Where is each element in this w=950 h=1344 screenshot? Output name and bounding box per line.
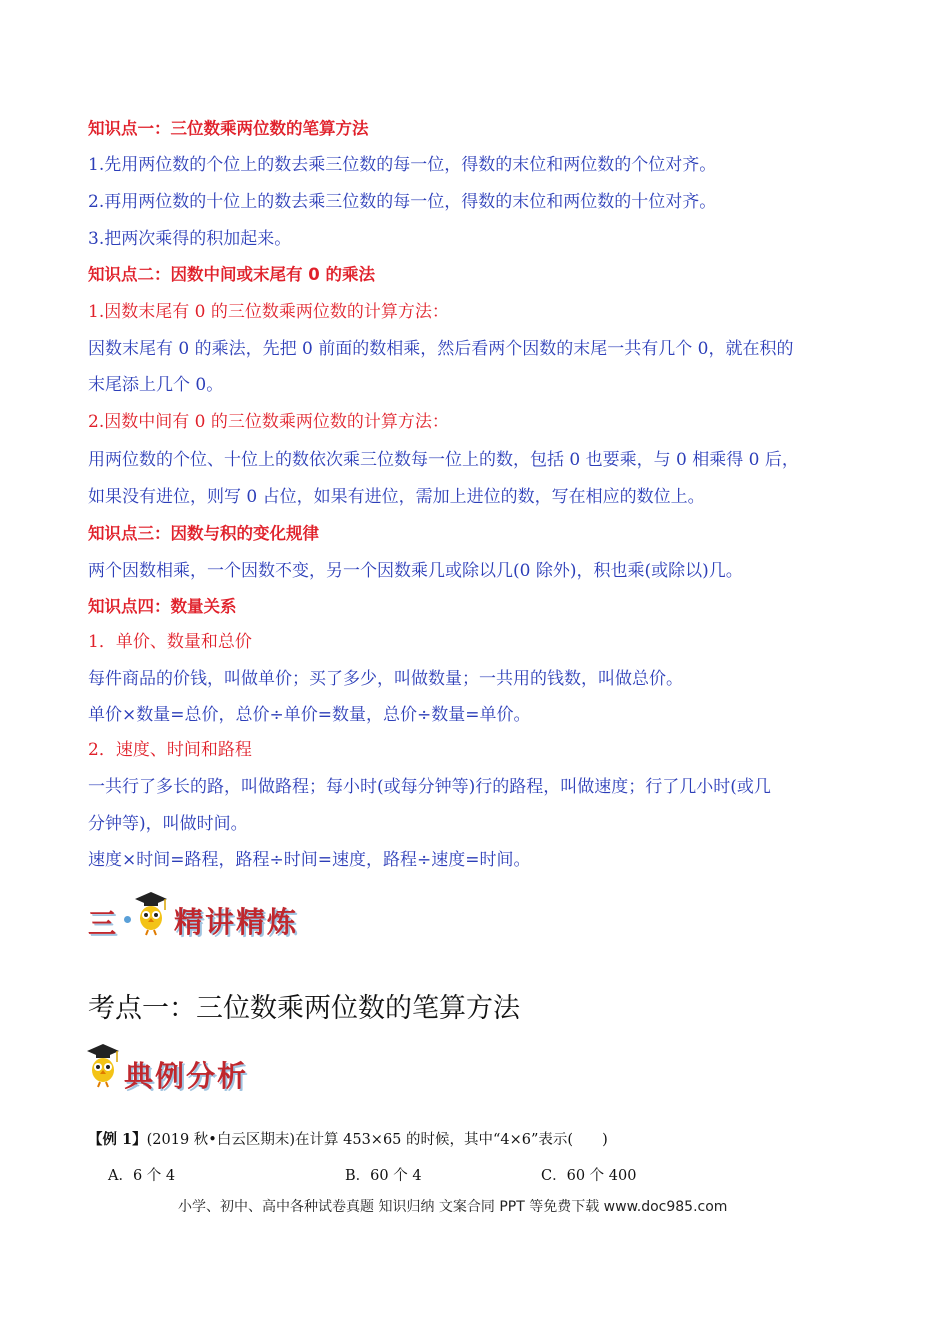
kp2-sub-2: 2.因数中间有 0 的三位数乘两位数的计算方法： <box>88 412 449 432</box>
kp4-text2-line-2: 分钟等)，叫做时间。 <box>88 814 248 834</box>
kp1-heading: 知识点一：三位数乘两位数的笔算方法 <box>88 119 369 138</box>
kp3-heading: 知识点三：因数与积的变化规律 <box>88 524 319 543</box>
example-text: (2019 秋•白云区期末)在计算 453×65 的时候，其中“4×6”表示( ) <box>146 1132 608 1148</box>
kp2-text2-line-1: 用两位数的个位、十位上的数依次乘三位数每一位上的数，包括 0 也要乘，与 0 相乘得 0 后， <box>88 450 799 470</box>
kp3-text: 两个因数相乘，一个因数不变，另一个因数乘几或除以几(0 除外)，积也乘(或除以)几。 <box>88 561 743 581</box>
kp4-heading: 知识点四：数量关系 <box>88 597 237 616</box>
option-a: A．6 个 4 <box>108 1168 176 1184</box>
kp1-line-1: 1.先用两位数的个位上的数去乘三位数的每一位，得数的末位和两位数的个位对齐。 <box>88 155 717 175</box>
banner-title: 精讲精炼 <box>174 905 299 939</box>
option-c: C．60 个 400 <box>541 1168 637 1184</box>
graduate-owl-icon <box>86 1042 120 1088</box>
kp1-line-3: 3.把两次乘得的积加起来。 <box>88 229 292 249</box>
kp2-text2-line-2: 如果没有进位，则写 0 占位，如果有进位，需加上进位的数，写在相应的数位上。 <box>88 487 705 507</box>
kp2-text1-line-2: 末尾添上几个 0。 <box>88 375 224 395</box>
kp4-text2-line-3: 速度×时间=路程，路程÷时间=速度，路程÷速度=时间。 <box>88 850 531 870</box>
kp2-heading: 知识点二：因数中间或末尾有 0 的乘法 <box>88 265 375 284</box>
section-banner-examples <box>86 1040 276 1096</box>
kp4-text1-line-1: 每件商品的价钱，叫做单价；买了多少，叫做数量；一共用的钱数，叫做总价。 <box>88 669 683 689</box>
kp2-text1-line-1: 因数末尾有 0 的乘法，先把 0 前面的数相乘，然后看两个因数的末尾一共有几个 0，就在积的 <box>88 339 794 359</box>
example-question <box>88 1128 608 1149</box>
banner-title: 典例分析 <box>124 1059 249 1093</box>
topic-heading: 考点一：三位数乘两位数的笔算方法 <box>88 993 520 1024</box>
example-label: 【例 1】 <box>88 1131 147 1148</box>
banner-dot <box>124 916 131 923</box>
kp4-sub-1: 1．单价、数量和总价 <box>88 632 252 652</box>
banner-number: 三 <box>88 907 117 940</box>
kp4-text2-line-1: 一共行了多长的路，叫做路程；每小时(或每分钟等)行的路程，叫做速度；行了几小时(或几 <box>88 777 771 797</box>
section-banner-practice <box>86 890 316 946</box>
kp4-sub-2: 2．速度、时间和路程 <box>88 740 252 760</box>
kp4-text1-line-2: 单价×数量=总价，总价÷单价=数量，总价÷数量=单价。 <box>88 705 531 725</box>
graduate-owl-icon <box>134 890 168 936</box>
kp1-line-2: 2.再用两位数的十位上的数去乘三位数的每一位，得数的末位和两位数的十位对齐。 <box>88 192 717 212</box>
option-b: B．60 个 4 <box>345 1168 422 1184</box>
kp2-sub-1: 1.因数末尾有 0 的三位数乘两位数的计算方法： <box>88 302 449 322</box>
footer-text: 小学、初中、高中各种试卷真题 知识归纳 文案合同 PPT 等免费下载 www.doc985.com <box>178 1199 728 1215</box>
